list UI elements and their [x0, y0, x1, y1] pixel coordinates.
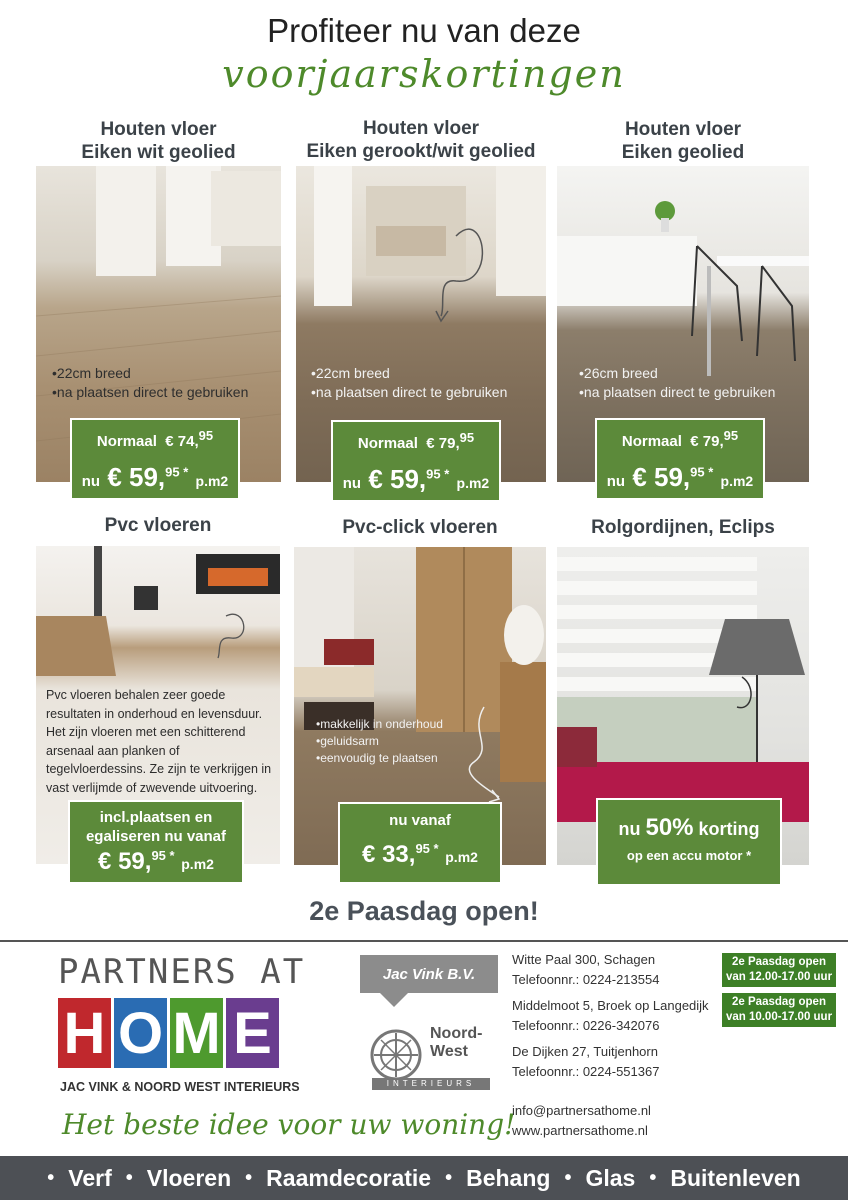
old-price-label: Normaal	[621, 433, 682, 450]
card-title: Pvc vloeren	[104, 515, 212, 536]
feature-item: • eenvoudig te plaatsen	[316, 750, 443, 767]
card-title	[295, 117, 547, 163]
category-item: Behang	[466, 1164, 551, 1191]
feature-item: • na plaatsen direct te gebruiken	[52, 383, 248, 402]
old-price-cents: 95	[459, 430, 475, 445]
old-price-value: € 79,	[426, 435, 460, 452]
feature-list	[579, 364, 775, 402]
phone-line: Telefoonnr.: 0224-213554	[512, 972, 660, 987]
address-line: Middelmoot 5, Broek op Langedijk	[512, 998, 709, 1013]
card-title	[557, 118, 809, 164]
phone-line: Telefoonnr.: 0226-342076	[512, 1018, 660, 1033]
home-letter: E	[226, 998, 279, 1068]
discount-box	[596, 798, 782, 886]
hours-line: van 12.00-17.00 uur	[725, 971, 833, 983]
category-item: Buitenleven	[670, 1164, 801, 1191]
new-price-cents: 95 *	[165, 464, 189, 480]
address-tuitjenhorn	[512, 1042, 659, 1082]
price-box	[68, 800, 244, 884]
card-title-line2: Eiken gerookt/wit geolied	[306, 141, 536, 162]
feature-item: • na plaatsen direct te gebruiken	[311, 383, 507, 402]
discount-line1	[598, 814, 780, 842]
bullet-dot: •	[125, 1166, 133, 1189]
brand-home-logo	[58, 998, 279, 1068]
old-price-label: Normaal	[96, 433, 157, 450]
old-price-value: € 79,	[690, 433, 724, 450]
card-pvc-click	[294, 514, 546, 884]
new-price-value: € 33,	[362, 841, 416, 868]
address-line: Witte Paal 300, Schagen	[512, 952, 656, 967]
email-link[interactable]: info@partnersathome.nl	[512, 1103, 651, 1118]
old-price	[333, 430, 499, 452]
hours-line: van 10.00-17.00 uur	[725, 1011, 833, 1023]
brand-partners-at: PARTNERS AT	[58, 952, 306, 992]
new-price-value: € 59,	[368, 464, 427, 494]
new-price	[70, 848, 242, 876]
brand-subtitle: JAC VINK & NOORD WEST INTERIEURS	[60, 1080, 300, 1094]
card-title: Rolgordijnen, Eclips	[591, 517, 775, 538]
card-pvc-vloeren	[36, 514, 280, 884]
home-letter: H	[58, 998, 111, 1068]
price-unit: p.m2	[720, 473, 754, 489]
feature-item: • 22cm breed	[52, 364, 248, 383]
new-price-value: € 59,	[98, 848, 152, 875]
category-item: Verf	[68, 1164, 112, 1191]
pvc-description: Pvc vloeren behalen zeer goede resultaten in onderhoud en levensduur. Het zijn vloeren met een schitterend arsenaal aan planken of tegelvloerdessins. Ze zijn te verkrijgen in vast verlijmde of zwevende uitvoering.	[46, 688, 272, 795]
price-unit: p.m2	[445, 849, 478, 865]
noord-west-logo: Noord-West	[430, 1025, 483, 1060]
category-item: Raamdecoratie	[266, 1164, 432, 1191]
card-title	[36, 118, 281, 164]
feature-list	[52, 364, 248, 402]
card-title-line2: Eiken geolied	[621, 142, 745, 163]
bullet-dot: •	[47, 1166, 55, 1189]
home-letter: M	[170, 998, 223, 1068]
card-title-line1: Houten vloer	[624, 119, 742, 140]
bullet-dot: •	[564, 1166, 572, 1189]
headline: Profiteer nu van deze	[267, 12, 581, 49]
discount-line2: op een accu motor *	[626, 848, 752, 863]
price-box	[595, 418, 765, 500]
old-price-cents: 95	[723, 428, 739, 443]
old-price-label: Normaal	[357, 435, 418, 452]
phone-line: Telefoonnr.: 0224-551367	[512, 1064, 660, 1079]
hours-line: 2e Paasdag open	[732, 956, 826, 968]
card-eiken-gerookt	[295, 116, 547, 494]
card-title-line1: Houten vloer	[362, 118, 480, 139]
website-link[interactable]: www.partnersathome.nl	[512, 1123, 648, 1138]
noord-west-subtitle: INTERIEURS	[372, 1078, 490, 1090]
feature-item: • na plaatsen direct te gebruiken	[579, 383, 775, 402]
feature-list	[316, 716, 443, 767]
new-price-cents: 95 *	[415, 841, 439, 856]
feature-item: • 26cm breed	[579, 364, 775, 383]
new-price	[340, 841, 500, 869]
new-price-cents: 95 *	[690, 464, 714, 480]
address-line: De Dijken 27, Tuitjenhorn	[512, 1044, 658, 1059]
card-rolgordijnen	[556, 514, 810, 884]
old-price-cents: 95	[198, 428, 214, 443]
price-unit: p.m2	[456, 475, 490, 491]
new-price-prefix: nu	[342, 475, 362, 492]
feature-item: • makkelijk in onderhoud	[316, 716, 443, 733]
card-eiken-wit	[36, 116, 281, 492]
feature-item: • 22cm breed	[311, 364, 507, 383]
footer-divider	[0, 940, 848, 942]
discount-suffix: korting	[698, 819, 760, 839]
new-price-prefix: nu	[606, 473, 626, 490]
old-price-value: € 74,	[165, 433, 199, 450]
bullet-dot: •	[649, 1166, 657, 1189]
discount-percentage: 50%	[645, 814, 694, 841]
category-bar	[0, 1156, 848, 1200]
opening-hours-schagen	[722, 953, 836, 987]
new-price-cents: 95 *	[426, 466, 450, 482]
price-box	[70, 418, 240, 500]
old-price	[597, 428, 763, 450]
discount-prefix: nu	[618, 819, 641, 839]
card-title: Pvc-click vloeren	[342, 517, 498, 538]
price-box	[331, 420, 501, 502]
paasdag-banner: 2e Paasdag open!	[309, 896, 539, 926]
old-price	[72, 428, 238, 450]
new-price-cents: 95 *	[151, 848, 175, 863]
card-eiken-geolied	[557, 116, 809, 492]
feature-item: • geluidsarm	[316, 733, 443, 750]
home-letter: O	[114, 998, 167, 1068]
card-title-line1: Houten vloer	[100, 119, 217, 140]
new-price	[597, 462, 763, 493]
bullet-dot: •	[245, 1166, 253, 1189]
new-price	[72, 462, 238, 493]
new-price-prefix: nu	[81, 473, 101, 490]
new-price	[333, 464, 499, 495]
opening-hours-broek	[722, 993, 836, 1027]
pvc-click-box-line1: nu vanaf	[389, 812, 451, 829]
jac-vink-pointer	[380, 993, 408, 1007]
jac-vink-logo: Jac Vink B.V.	[360, 955, 498, 993]
bullet-dot: •	[445, 1166, 453, 1189]
category-item: Vloeren	[146, 1164, 232, 1191]
new-price-value: € 59,	[107, 462, 166, 492]
slogan: Het beste idee voor uw woning!	[62, 1108, 516, 1141]
category-item: Glas	[585, 1164, 636, 1191]
address-schagen	[512, 950, 659, 990]
hours-line: 2e Paasdag open	[732, 996, 826, 1008]
new-price-value: € 59,	[632, 462, 691, 492]
pvc-box-line1: incl.plaatsen en	[99, 809, 213, 826]
price-box	[338, 802, 502, 884]
card-title-line2: Eiken wit geolied	[81, 142, 236, 163]
contact-info	[512, 1101, 651, 1141]
price-unit: p.m2	[181, 856, 214, 872]
headline-script: voorjaarskortingen	[222, 52, 626, 96]
price-unit: p.m2	[195, 473, 229, 489]
address-broek	[512, 996, 709, 1036]
pvc-box-line2: egaliseren nu vanaf	[85, 828, 227, 845]
feature-list	[311, 364, 507, 402]
